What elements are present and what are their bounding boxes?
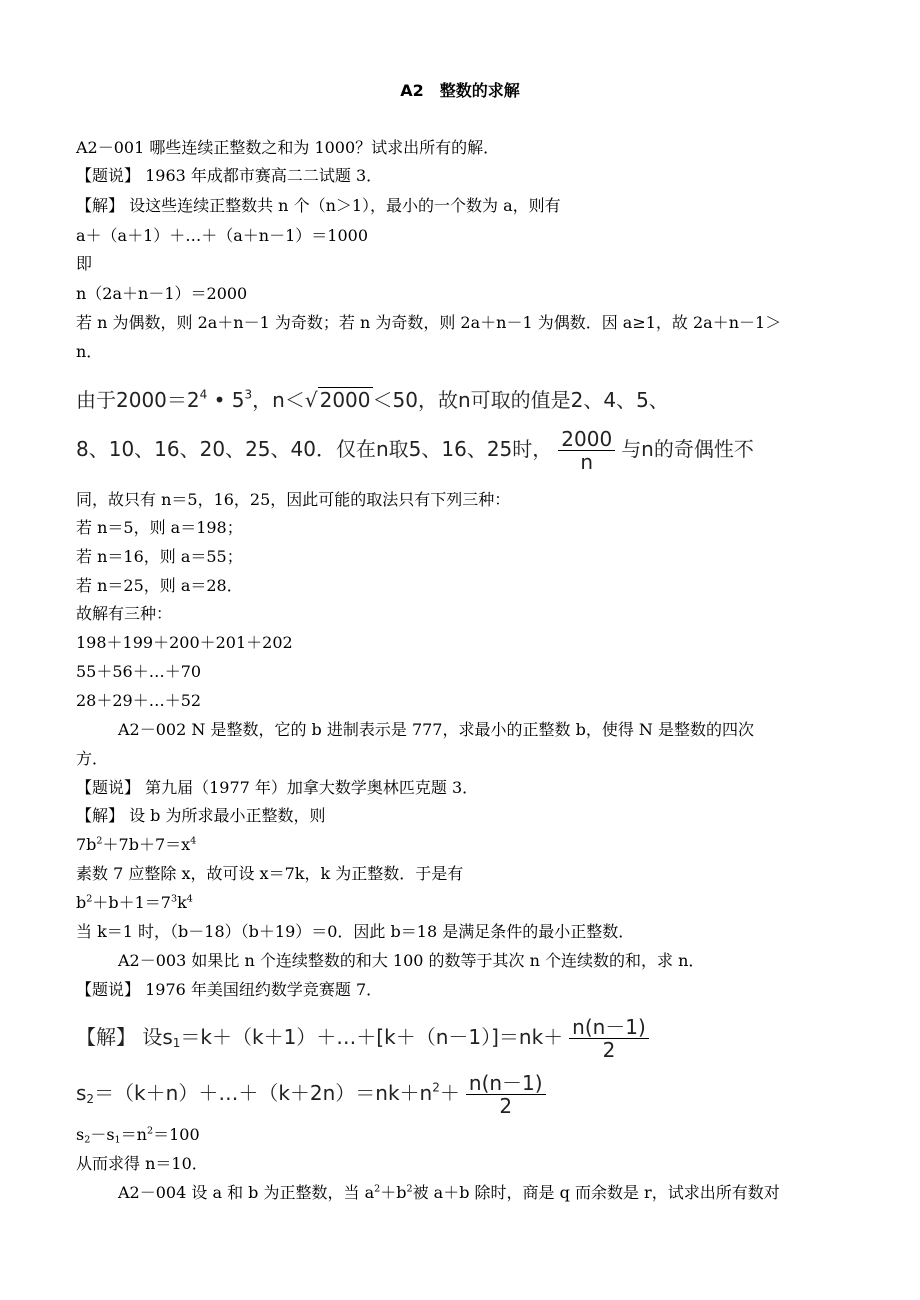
eq-text: s bbox=[76, 1125, 85, 1144]
eq-text: 【解】 设s bbox=[76, 1025, 173, 1049]
exponent: 2 bbox=[96, 835, 103, 847]
solution-3: 28＋29＋…＋52 bbox=[76, 691, 202, 710]
question-text: 被 a＋b 除时，商是 q 而余数是 r，试求出所有数对 bbox=[412, 1183, 780, 1202]
eq-text: k bbox=[177, 893, 187, 912]
equation-sum: a＋（a＋1）＋…＋（a＋n－1）＝1000 bbox=[76, 226, 369, 245]
eq-text: －s bbox=[90, 1125, 115, 1144]
eq-text: ＋ bbox=[439, 1081, 460, 1105]
word-ji: 即 bbox=[76, 254, 93, 273]
candidates-text: 与n的奇偶性不 bbox=[621, 437, 754, 461]
radicand: 2000 bbox=[319, 388, 371, 412]
problem-002-question: A2－002 N 是整数，它的 b 进制表示是 777，求最小的正整数 b，使得 N 是整数的四次 bbox=[118, 720, 754, 739]
question-text: A2－004 设 a 和 b 为正整数，当 a bbox=[118, 1183, 375, 1202]
factorization-text: • 5 bbox=[207, 388, 245, 412]
fraction-2000-over-n bbox=[558, 428, 615, 473]
exponent: 2 bbox=[374, 1183, 381, 1195]
eq-text: ＝100 bbox=[153, 1125, 200, 1144]
factorization-text: ，n＜ bbox=[252, 388, 305, 412]
eq-text: ＝k＋（k＋1）＋…＋[k＋（n－1）]＝nk＋ bbox=[180, 1025, 564, 1049]
problem-002-source: 【题说】 第九届（1977 年）加拿大数学奥林匹克题 3． bbox=[76, 778, 479, 797]
eq-text: s bbox=[76, 1081, 87, 1105]
equation-s2 bbox=[76, 1072, 848, 1117]
equation-difference bbox=[76, 1125, 848, 1145]
prime-divides-text: 素数 7 应整除 x，故可设 x＝7k，k 为正整数．于是有 bbox=[76, 864, 464, 883]
fraction-denominator: n bbox=[580, 450, 594, 474]
problem-002-solution-intro: 【解】 设 b 为所求最小正整数，则 bbox=[76, 806, 326, 825]
fraction-denominator: 2 bbox=[499, 1094, 513, 1118]
exponent: 4 bbox=[199, 387, 208, 402]
problem-003-question: A2－003 如果比 n 个连续整数的和大 100 的数等于其次 n 个连续数的和，求 n． bbox=[118, 951, 705, 970]
exponent: 2 bbox=[86, 893, 93, 905]
eq-text: ＋7b＋7＝x bbox=[102, 835, 191, 854]
factorization-text: ＜50，故n可取的值是2、4、5、 bbox=[372, 388, 669, 412]
case-n5: 若 n＝5，则 a＝198； bbox=[76, 518, 243, 537]
factorization-line bbox=[76, 386, 848, 414]
solution-2: 55＋56＋…＋70 bbox=[76, 662, 202, 681]
page-title: A2 整数的求解 bbox=[400, 81, 520, 100]
solution-1: 198＋199＋200＋201＋202 bbox=[76, 633, 293, 652]
factorization-text: 由于2000＝2 bbox=[76, 388, 200, 412]
problem-002-answer: 当 k＝1 时，（b－18）（b＋19）＝0．因此 b＝18 是满足条件的最小正整数． bbox=[76, 922, 635, 941]
candidates-line bbox=[76, 428, 848, 473]
eq-text: b bbox=[76, 893, 87, 912]
exponent: 3 bbox=[170, 893, 178, 905]
conclusion-text: 同，故只有 n＝5，16，25，因此可能的取法只有下列三种： bbox=[76, 490, 511, 509]
fraction-numerator: 2000 bbox=[558, 428, 615, 451]
problem-001-question: A2－001 哪些连续正整数之和为 1000？试求出所有的解． bbox=[76, 138, 500, 157]
solutions-heading: 故解有三种： bbox=[76, 604, 173, 623]
problem-003-source: 【题说】 1976 年美国纽约数学竞赛题 7． bbox=[76, 980, 383, 999]
parity-text-end: n． bbox=[76, 342, 103, 361]
fraction-denominator: 2 bbox=[602, 1038, 616, 1062]
subscript: 2 bbox=[84, 1134, 91, 1146]
exponent: 2 bbox=[146, 1125, 154, 1137]
exponent: 4 bbox=[186, 893, 193, 905]
exponent: 2 bbox=[406, 1183, 413, 1195]
problem-001-solution-intro: 【解】 设这些连续正整数共 n 个（n＞1），最小的一个数为 a，则有 bbox=[76, 196, 561, 215]
subscript: 1 bbox=[114, 1134, 121, 1146]
eq-text: ＝n bbox=[120, 1125, 147, 1144]
subscript: 1 bbox=[172, 1036, 181, 1050]
case-n16: 若 n＝16，则 a＝55； bbox=[76, 547, 243, 566]
eq-text: 7b bbox=[76, 835, 97, 854]
equation-product: n（2a＋n－1）＝2000 bbox=[76, 284, 248, 303]
problem-003-answer: 从而求得 n＝10． bbox=[76, 1154, 208, 1173]
fraction-n-n-minus-1-over-2 bbox=[466, 1072, 546, 1117]
exponent: 2 bbox=[432, 1080, 440, 1095]
problem-002-question-end: 方． bbox=[76, 749, 109, 768]
sqrt-expression: √ 2000 bbox=[304, 388, 371, 412]
fraction-numerator: n(n－1) bbox=[569, 1016, 649, 1039]
eq-text: ＝（k＋n）＋…＋（k＋2n）＝nk＋n bbox=[94, 1081, 433, 1105]
problem-001-source: 【题说】 1963 年成都市赛高二二试题 3． bbox=[76, 166, 383, 185]
problem-004-question bbox=[118, 1183, 848, 1203]
case-n25: 若 n＝25，则 a＝28． bbox=[76, 576, 243, 595]
equation-reduced bbox=[76, 893, 848, 913]
eq-text: ＋b＋1＝7 bbox=[92, 893, 171, 912]
fraction-numerator: n(n－1) bbox=[466, 1072, 546, 1095]
exponent: 4 bbox=[190, 835, 197, 847]
question-text: ＋b bbox=[380, 1183, 407, 1202]
exponent: 3 bbox=[244, 387, 253, 402]
parity-text: 若 n 为偶数，则 2a＋n－1 为奇数；若 n 为奇数，则 2a＋n－1 为偶数．因 a≥1，故 2a＋n－1＞ bbox=[76, 313, 782, 332]
equation-base-b bbox=[76, 835, 848, 855]
subscript: 2 bbox=[86, 1092, 95, 1106]
equation-s1 bbox=[76, 1016, 848, 1061]
candidates-text: 8、10、16、20、25、40．仅在n取5、16、25时， bbox=[76, 437, 553, 461]
fraction-n-n-minus-1-over-2 bbox=[569, 1016, 649, 1061]
